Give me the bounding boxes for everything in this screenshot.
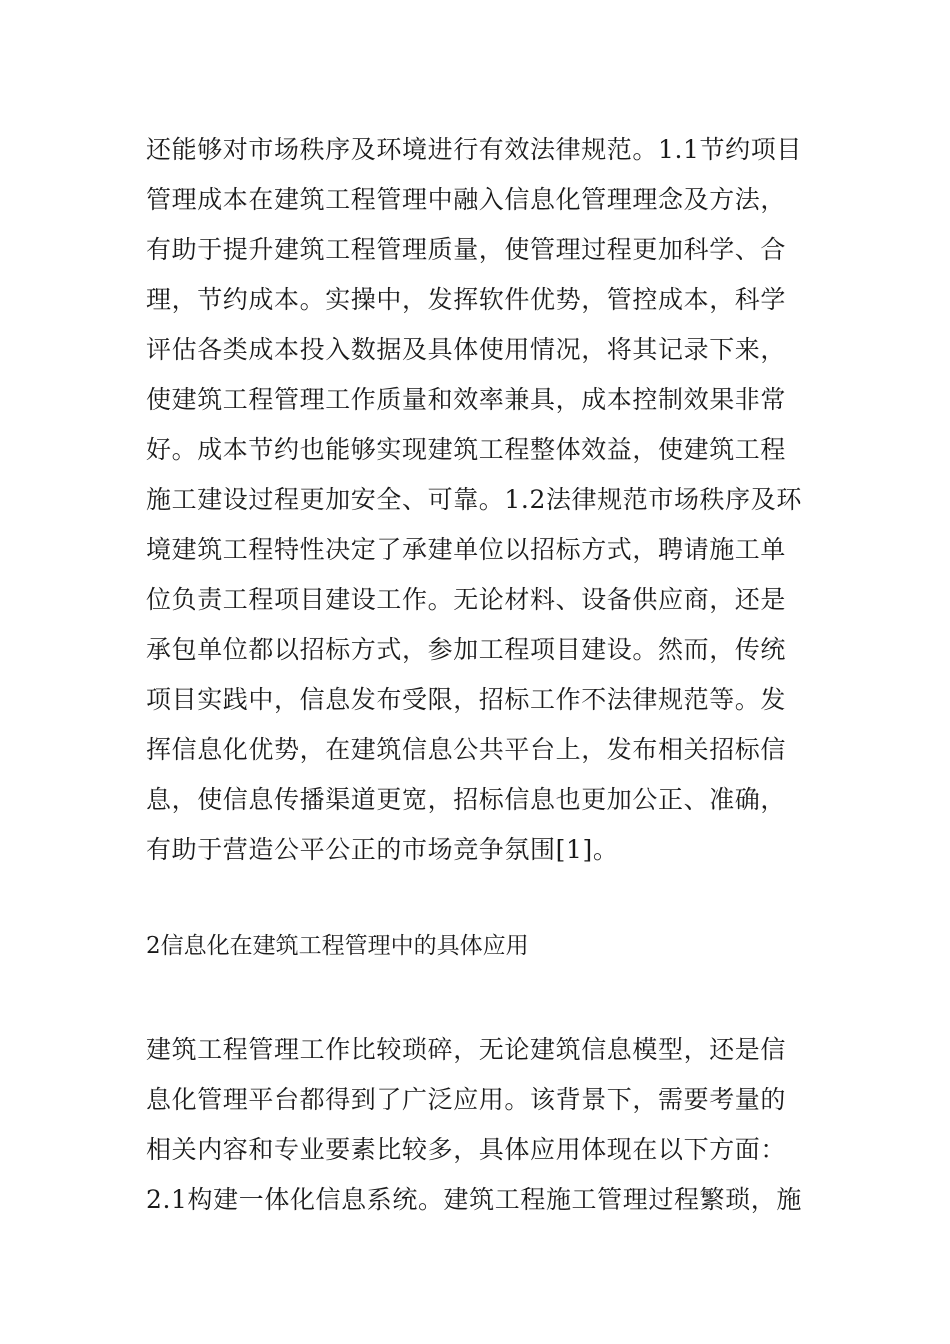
text-line: 使建筑工程管理工作质量和效率兼具，成本控制效果非常 (146, 385, 787, 414)
text-line: 承包单位都以招标方式，参加工程项目建设。然而，传统 (146, 635, 787, 664)
text-line: 还能够对市场秩序及环境进行有效法律规范。1.1节约项目 (146, 135, 802, 164)
text-line: 有助于营造公平公正的市场竞争氛围[1]。 (146, 835, 619, 864)
text-line: 息，使信息传播渠道更宽，招标信息也更加公正、准确， (146, 785, 787, 814)
text-line: 境建筑工程特性决定了承建单位以招标方式，聘请施工单 (146, 535, 787, 564)
text-line: 好。成本节约也能够实现建筑工程整体效益，使建筑工程 (146, 435, 787, 464)
text-line: 相关内容和专业要素比较多，具体应用体现在以下方面： (146, 1135, 787, 1164)
section-heading: 2信息化在建筑工程管理中的具体应用 (146, 933, 529, 959)
text-line: 建筑工程管理工作比较琐碎，无论建筑信息模型，还是信 (146, 1035, 787, 1064)
text-line: 项目实践中，信息发布受限，招标工作不法律规范等。发 (146, 685, 787, 714)
text-line: 息化管理平台都得到了广泛应用。该背景下，需要考量的 (146, 1085, 787, 1114)
text-line: 评估各类成本投入数据及具体使用情况，将其记录下来， (146, 335, 787, 364)
text-line: 管理成本在建筑工程管理中融入信息化管理理念及方法， (146, 185, 787, 214)
text-line: 位负责工程项目建设工作。无论材料、设备供应商，还是 (146, 585, 787, 614)
text-line: 2.1构建一体化信息系统。建筑工程施工管理过程繁琐，施 (146, 1185, 802, 1214)
text-line: 挥信息化优势，在建筑信息公共平台上，发布相关招标信 (146, 735, 787, 764)
text-line: 有助于提升建筑工程管理质量，使管理过程更加科学、合 (146, 235, 787, 264)
text-line: 施工建设过程更加安全、可靠。1.2法律规范市场秩序及环 (146, 485, 802, 514)
text-line: 理，节约成本。实操中，发挥软件优势，管控成本，科学 (146, 285, 787, 314)
